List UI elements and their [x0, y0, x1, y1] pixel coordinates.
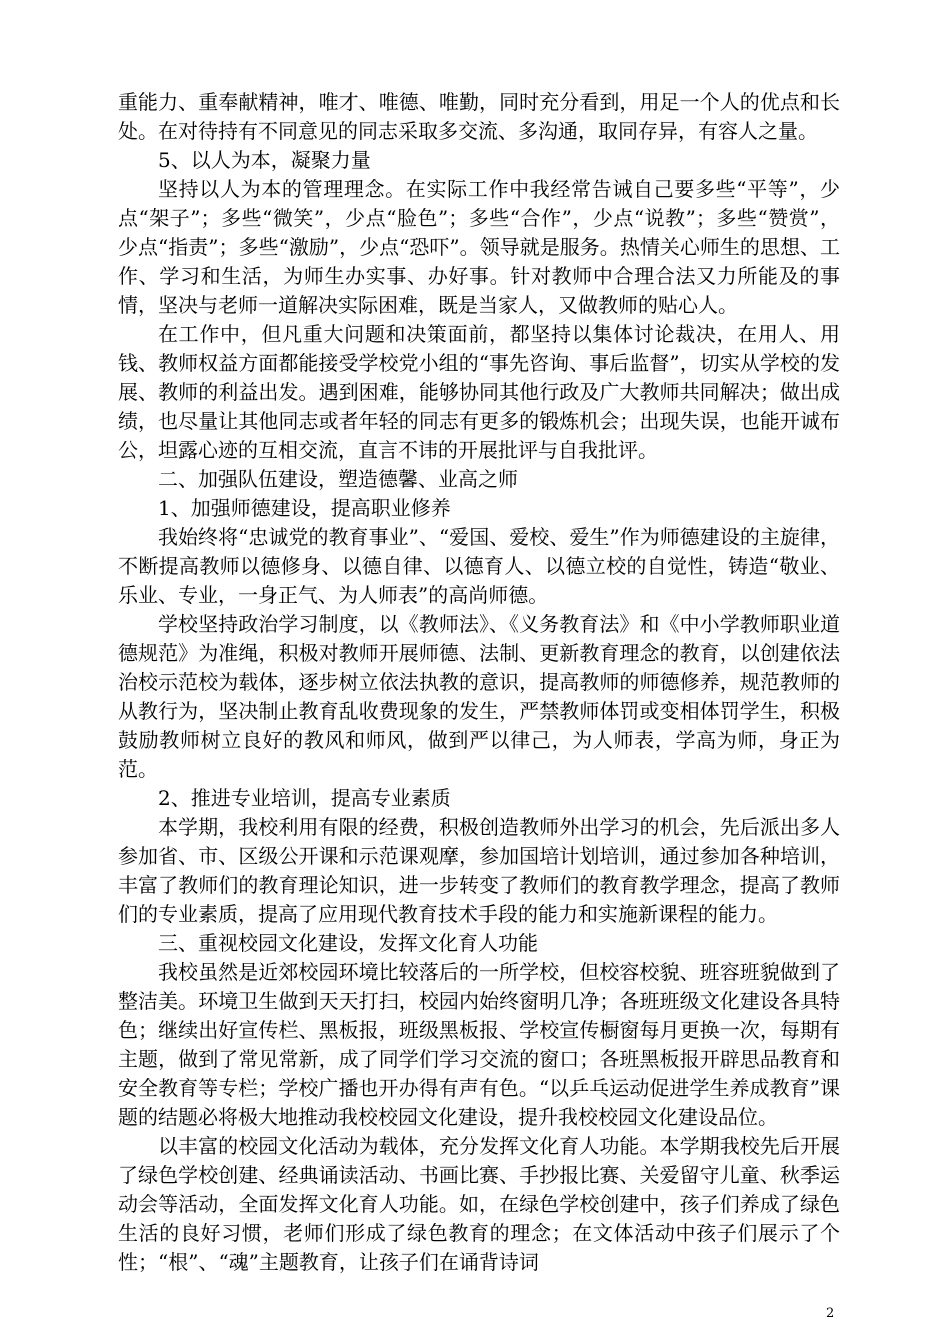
section-heading: 三、重视校园文化建设，发挥文化育人功能 — [158, 931, 538, 955]
subsection-heading: 1、加强师德建设，提高职业修养 — [158, 496, 451, 520]
paragraph: 我始终将“忠诚党的教育事业”、“爱国、爱校、爱生”作为师德建设的主旋律，不断提高教师以德修身、以德自律、以德育人、以德立校的自觉性，铸造“敬业、乐业、专业，一身正气、为人师表”的高尚师德。 — [118, 525, 840, 607]
section-heading: 二、加强队伍建设，塑造德馨、业高之师 — [158, 467, 518, 491]
paragraph: 在工作中，但凡重大问题和决策面前，都坚持以集体讨论裁决，在用人、用钱、教师权益方面都能接受学校党小组的“事先咨询、事后监督”，切实从学校的发展、教师的利益出发。遇到困难，能够协同其他行政及广大教师共同解决；做出成绩，也尽量让其他同志或者年轻的同志有更多的锻炼机会；出现失误，也能开诚布公，坦露心迹的互相交流，直言不讳的开展批评与自我批评。 — [118, 322, 840, 462]
document-body — [118, 88, 840, 1277]
paragraph: 以丰富的校园文化活动为载体，充分发挥文化育人功能。本学期我校先后开展了绿色学校创建、经典诵读活动、书画比赛、手抄报比赛、关爱留守儿童、秋季运动会等活动，全面发挥文化育人功能。如，在绿色学校创建中，孩子们养成了绿色生活的良好习惯，老师们形成了绿色教育的理念；在文体活动中孩子们展示了个性；“根”、“魂”主题教育，让孩子们在诵背诗词 — [118, 1134, 840, 1274]
paragraph-continuation: 重能力、重奉献精神，唯才、唯德、唯勤，同时充分看到，用足一个人的优点和长处。在对待持有不同意见的同志采取多交流、多沟通，取同存异，有容人之量。 — [118, 90, 840, 143]
page-number: 2 — [826, 1306, 835, 1321]
paragraph: 坚持以人为本的管理理念。在实际工作中我经常告诫自己要多些“平等”，少点“架子”；多些“微笑”，少点“脸色”；多些“合作”，少点“说教”；多些“赞赏”，少点“指责”；多些“激励”，少点“恐吓”。领导就是服务。热情关心师生的思想、工作、学习和生活，为师生办实事、办好事。针对教师中合理合法又力所能及的事情，坚决与老师一道解决实际困难，既是当家人，又做教师的贴心人。 — [118, 177, 840, 317]
subsection-heading: 2、推进专业培训，提高专业素质 — [158, 786, 451, 810]
paragraph: 我校虽然是近郊校园环境比较落后的一所学校，但校容校貌、班容班貌做到了整洁美。环境卫生做到天天打扫，校园内始终窗明几净；各班班级文化建设各具特色；继续出好宣传栏、黑板报，班级黑板报、学校宣传橱窗每月更换一次，每期有主题，做到了常见常新，成了同学们学习交流的窗口；各班黑板报开辟思品教育和安全教育等专栏；学校广播也开办得有声有色。“以乒乓运动促进学生养成教育”课题的结题必将极大地推动我校校园文化建设，提升我校校园文化建设品位。 — [118, 960, 840, 1129]
section-heading: 5、以人为本，凝聚力量 — [158, 148, 371, 172]
paragraph: 学校坚持政治学习制度，以《教师法》、《义务教育法》和《中小学教师职业道德规范》为准绳，积极对教师开展师德、法制、更新教育理念的教育，以创建依法治校示范校为载体，逐步树立依法执教的意识，提高教师的师德修养，规范教师的从教行为，坚决制止教育乱收费现象的发生，严禁教师体罚或变相体罚学生，积极鼓励教师树立良好的教风和师风，做到严以律己，为人师表，学高为师，身正为范。 — [118, 612, 840, 781]
paragraph: 本学期，我校利用有限的经费，积极创造教师外出学习的机会，先后派出多人参加省、市、区级公开课和示范课观摩，参加国培计划培训，通过参加各种培训，丰富了教师们的教育理论知识，进一步转变了教师们的教育教学理念，提高了教师们的专业素质，提高了应用现代教育技术手段的能力和实施新课程的能力。 — [118, 815, 840, 926]
